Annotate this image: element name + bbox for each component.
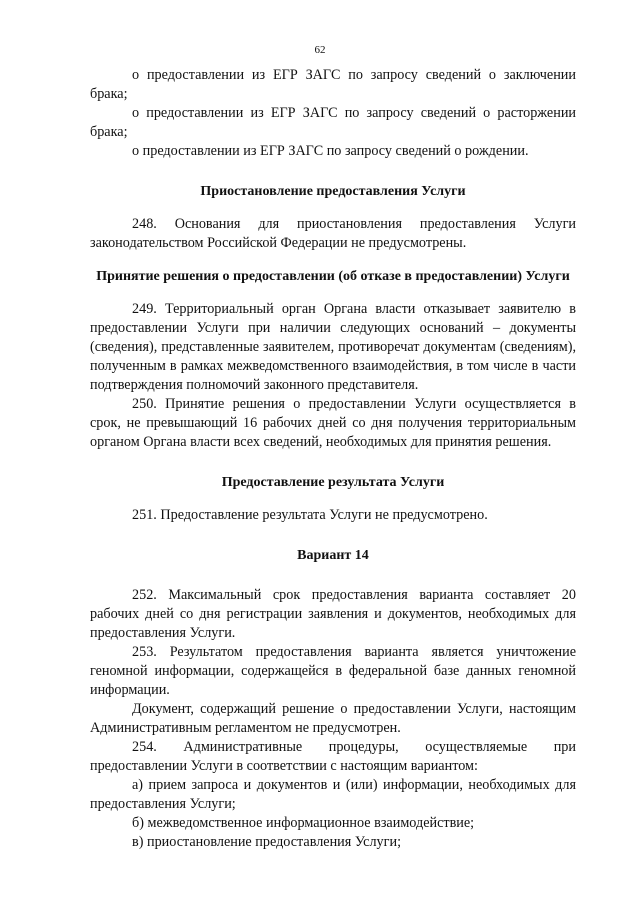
paragraph-250: 250. Принятие решения о предоставлении Услуги осуществляется в срок, не превышающий 16 рабочих дней со дня получения территориальным органом Органа власти всех сведений, необходимых для принятия решения.	[90, 396, 576, 450]
list-item-a: а) прием запроса и документов и (или) информации, необходимых для предоставления Услуги;	[90, 777, 576, 812]
heading-variant-14: Вариант 14	[297, 548, 369, 563]
continuation-item-marriage: о предоставлении из ЕГР ЗАГС по запросу сведений о заключении брака;	[90, 67, 576, 102]
paragraph-254: 254. Административные процедуры, осуществляемые при предоставлении Услуги в соответствии с настоящим вариантом:	[90, 739, 576, 774]
paragraph-253: 253. Результатом предоставления варианта является уничтожение геномной информации, содержащейся в федеральной базе данных геномной информации.	[90, 644, 576, 698]
page-number: 62	[314, 44, 326, 56]
continuation-item-divorce: о предоставлении из ЕГР ЗАГС по запросу сведений о расторжении брака;	[90, 105, 576, 140]
document-body	[90, 66, 576, 852]
continuation-item-birth: о предоставлении из ЕГР ЗАГС по запросу сведений о рождении.	[132, 143, 529, 159]
paragraph-252: 252. Максимальный срок предоставления варианта составляет 20 рабочих дней со дня регистрации заявления и документов, необходимых для предоставления Услуги.	[90, 587, 576, 641]
paragraph-249: 249. Территориальный орган Органа власти отказывает заявителю в предоставлении Услуги при наличии следующих оснований – документы (сведения), представленные заявителем, противоречат документам (сведениям), полученным в рамках межведомственного взаимодействия, в том числе в части подтверждения полномочий законного представителя.	[90, 301, 576, 393]
list-item-c: в) приостановление предоставления Услуги;	[132, 834, 402, 850]
paragraph-251: 251. Предоставление результата Услуги не предусмотрено.	[132, 507, 488, 523]
heading-result: Предоставление результата Услуги	[221, 475, 445, 490]
heading-decision: Принятие решения о предоставлении (об отказе в предоставлении) Услуги	[96, 269, 570, 284]
paragraph-253-document: Документ, содержащий решение о предоставлении Услуги, настоящим Административным регламентом не предусмотрен.	[90, 701, 576, 736]
paragraph-248: 248. Основания для приостановления предоставления Услуги законодательством Российской Федерации не предусмотрены.	[90, 216, 576, 251]
heading-suspension: Приостановление предоставления Услуги	[200, 184, 466, 199]
list-item-b: б) межведомственное информационное взаимодействие;	[132, 815, 475, 831]
